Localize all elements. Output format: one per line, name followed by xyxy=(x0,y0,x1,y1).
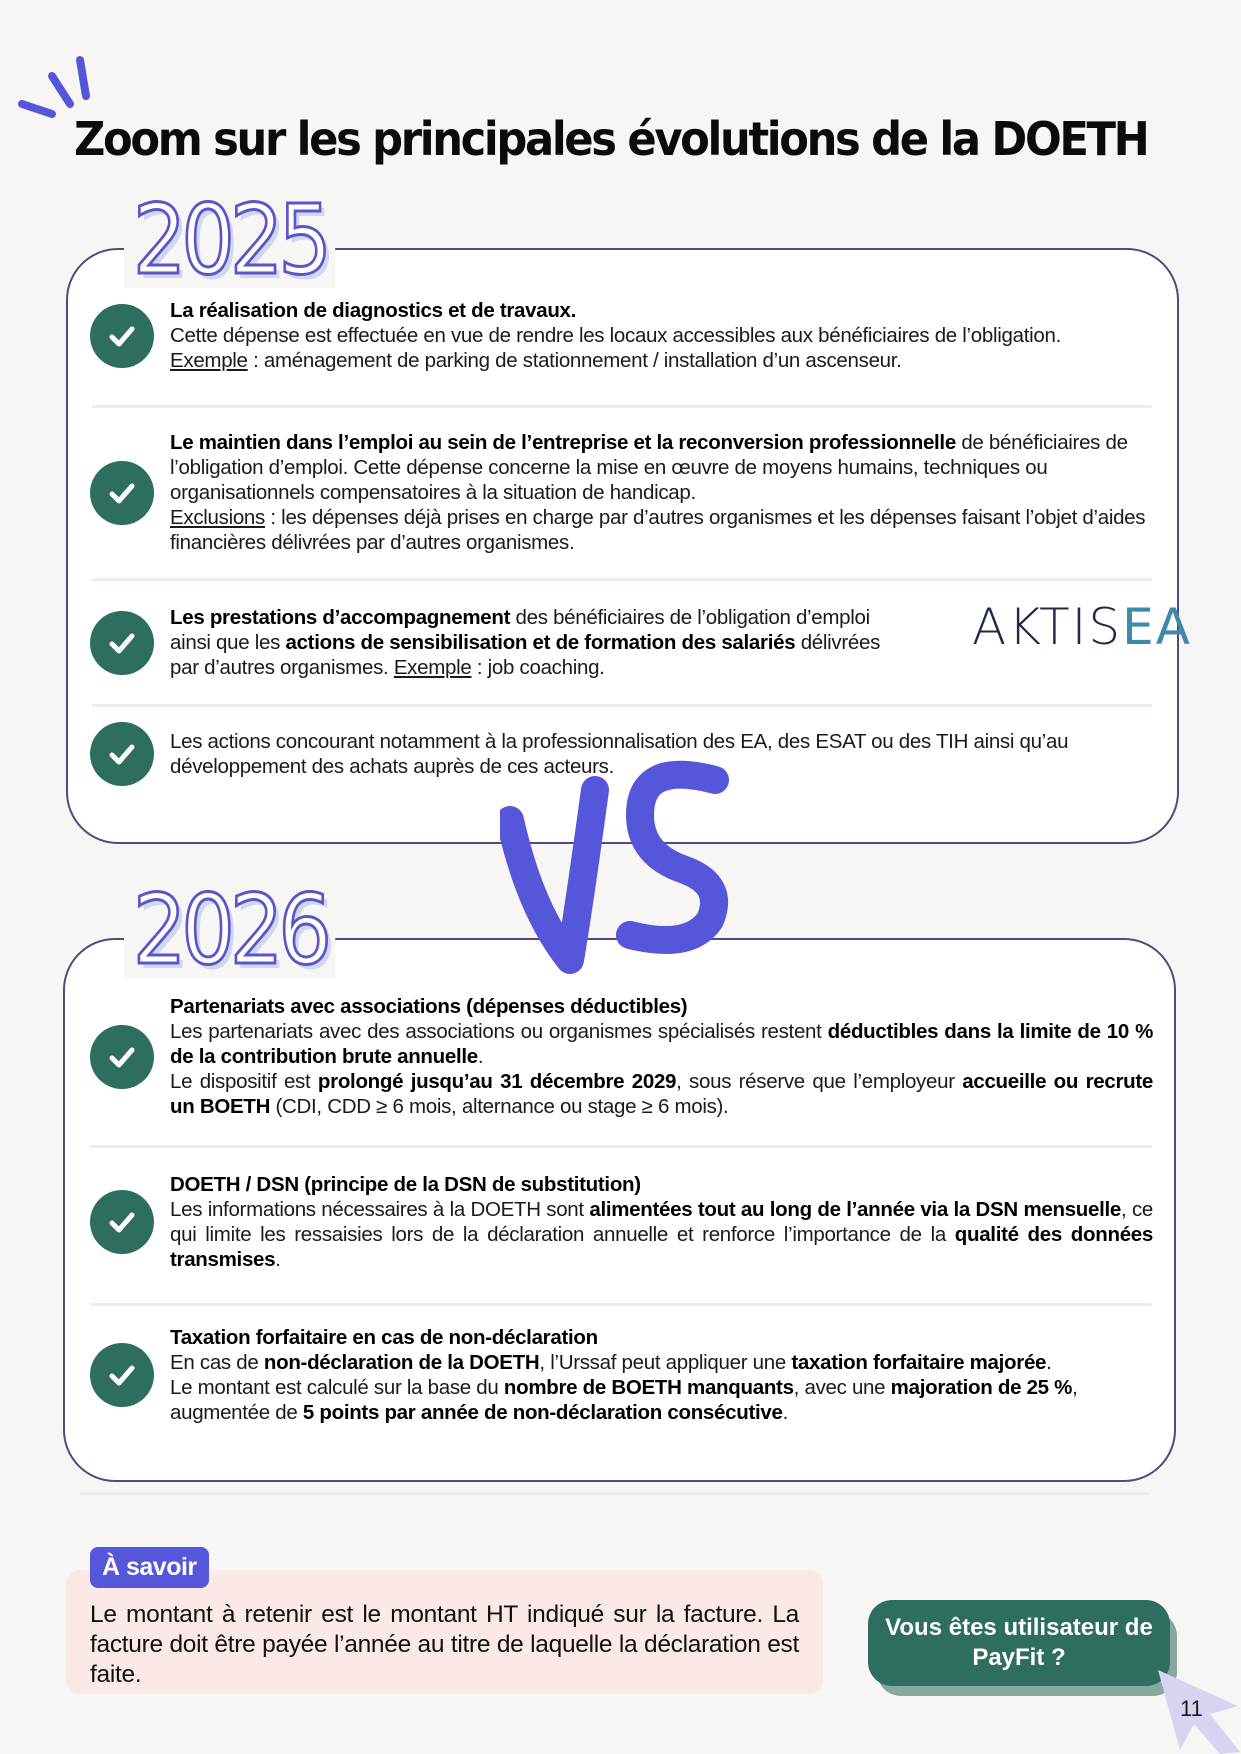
logo-light-part: EA xyxy=(1122,598,1192,656)
item-body: En cas de xyxy=(170,1351,264,1374)
check-circle-icon xyxy=(90,1190,154,1254)
item-text xyxy=(170,1172,1153,1272)
item-body: augmentée de xyxy=(170,1401,303,1424)
divider xyxy=(92,578,1152,581)
year-2025-label: 2025 xyxy=(124,192,335,288)
item-body: , xyxy=(1072,1376,1078,1399)
page-title xyxy=(74,112,1148,166)
item-text xyxy=(170,298,1170,373)
item-bold: majoration de 25 % xyxy=(890,1376,1073,1399)
item-body: . xyxy=(1046,1351,1052,1374)
item-body: Le dispositif est xyxy=(170,1070,318,1093)
list-item-2026-3 xyxy=(90,1325,1241,1425)
check-circle-icon xyxy=(90,1343,154,1407)
example-text: : aménagement de parking de stationnement / installation d’un ascenseur. xyxy=(247,349,902,372)
item-body: Le montant est calculé sur la base du xyxy=(170,1376,504,1399)
item-body: , avec une xyxy=(793,1376,891,1399)
page-number: 11 xyxy=(1180,1696,1203,1721)
item-bold-lead: Les prestations d’accompagnement xyxy=(170,606,511,629)
item-heading: Partenariats avec associations (dépenses déductibles) xyxy=(170,995,688,1018)
example-label: Exemple xyxy=(170,349,248,372)
item-bold-mid: actions de sensibilisation et de formation des salariés xyxy=(285,631,796,654)
item-bold: prolongé jusqu’au 31 décembre 2029 xyxy=(317,1070,677,1093)
item-body: Les partenariats avec des associations ou organismes spécialisés restent xyxy=(170,1020,828,1043)
example-text: : job coaching. xyxy=(471,656,605,679)
list-item-2026-1 xyxy=(90,994,1241,1119)
check-circle-icon xyxy=(90,611,154,675)
versus-graphic xyxy=(500,760,740,980)
exclusions-text: : les dépenses déjà prises en charge par d’autres organismes et les dépenses faisant l’objet d’aides financières délivrées par d’autres organismes. xyxy=(170,506,1146,554)
divider xyxy=(80,1492,1150,1495)
list-item-2026-2 xyxy=(90,1172,1241,1272)
list-item-2025-2 xyxy=(90,430,1241,555)
item-bold: déductibles dans la limite de 10 % de la contribution brute annuelle xyxy=(170,1020,1153,1068)
divider xyxy=(90,1303,1152,1306)
item-text xyxy=(170,994,1153,1119)
check-circle-icon xyxy=(90,461,154,525)
payfit-user-button[interactable] xyxy=(868,1600,1170,1686)
item-bold-lead: Le maintien dans l’emploi au sein de l’entreprise et la reconversion professionnelle xyxy=(170,431,956,454)
item-heading: DOETH / DSN (principe de la DSN de substitution) xyxy=(170,1173,641,1196)
year-2026-label: 2026 xyxy=(124,882,335,978)
item-body: Les informations nécessaires à la DOETH sont xyxy=(170,1198,590,1221)
note-box xyxy=(66,1570,823,1694)
exclusions-label: Exclusions xyxy=(170,506,265,529)
title-bold: évolutions de la DOETH xyxy=(627,112,1148,166)
example-label: Exemple xyxy=(393,656,472,679)
item-text xyxy=(170,430,1153,555)
divider xyxy=(90,1145,1152,1148)
item-body: Cette dépense est effectuée en vue de rendre les locaux accessibles aux bénéficiaires de l’obligation. xyxy=(170,324,1061,347)
item-bold: accueille ou recrute un BOETH xyxy=(170,1070,1154,1118)
item-text: Les actions concourant notamment à la professionnalisation des EA, des ESAT ou des TIH ainsi qu’au développement des achats auprès de ces acteurs. xyxy=(170,730,1069,778)
note-tag: À savoir xyxy=(90,1547,209,1588)
divider xyxy=(92,704,1152,707)
item-text xyxy=(170,1325,1160,1425)
item-body: . xyxy=(782,1401,788,1424)
list-item-2025-1 xyxy=(90,298,1241,373)
check-circle-icon xyxy=(90,722,154,786)
logo-dark-part: AKTIS xyxy=(972,598,1123,656)
item-heading: Taxation forfaitaire en cas de non-déclaration xyxy=(170,1326,598,1349)
check-circle-icon xyxy=(90,1025,154,1089)
item-body: (CDI, CDD ≥ 6 mois, alternance ou stage ≥ 6 mois). xyxy=(270,1095,729,1118)
item-bold: qualité des données transmises xyxy=(170,1223,1153,1271)
title-regular: Zoom sur les principales xyxy=(74,112,628,166)
item-body: de bénéficiaires de l’obligation d’emploi. Cette dépense concerne la mise en œuvre de moyens humains, techniques ou organisationnels compensatoires à la situation de handicap. xyxy=(170,431,1128,504)
cta-label: Vous êtes utilisateur de PayFit ? xyxy=(885,1614,1153,1671)
item-body: , ce qui limite les ressaisies lors de la déclaration annuelle et renforce l’importance de la xyxy=(170,1198,1154,1246)
aktisea-logo xyxy=(972,598,1192,660)
item-bold: alimentées tout au long de l’année via la DSN mensuelle xyxy=(589,1198,1122,1221)
item-bold: non-déclaration de la DOETH xyxy=(263,1351,540,1374)
item-text xyxy=(170,605,910,680)
divider xyxy=(92,405,1152,408)
item-bold: taxation forfaitaire majorée xyxy=(791,1351,1047,1374)
item-heading: La réalisation de diagnostics et de travaux. xyxy=(170,299,577,322)
item-body: , l’Urssaf peut appliquer une xyxy=(539,1351,792,1374)
item-body: , sous réserve que l’employeur xyxy=(676,1070,963,1093)
item-body: . xyxy=(477,1045,484,1068)
item-bold: nombre de BOETH manquants xyxy=(503,1376,794,1399)
note-text: Le montant à retenir est le montant HT indiqué sur la facture. La facture doit être payée l’année au titre de laquelle la déclaration est faite. xyxy=(90,1601,799,1688)
item-body: des bénéficiaires de l’obligation d’emploi ainsi que les xyxy=(170,606,870,654)
item-body: délivrées par d’autres organismes. xyxy=(170,631,881,679)
check-circle-icon xyxy=(90,304,154,368)
item-bold: 5 points par année de non-déclaration consécutive xyxy=(302,1401,783,1424)
item-body: . xyxy=(275,1248,281,1271)
